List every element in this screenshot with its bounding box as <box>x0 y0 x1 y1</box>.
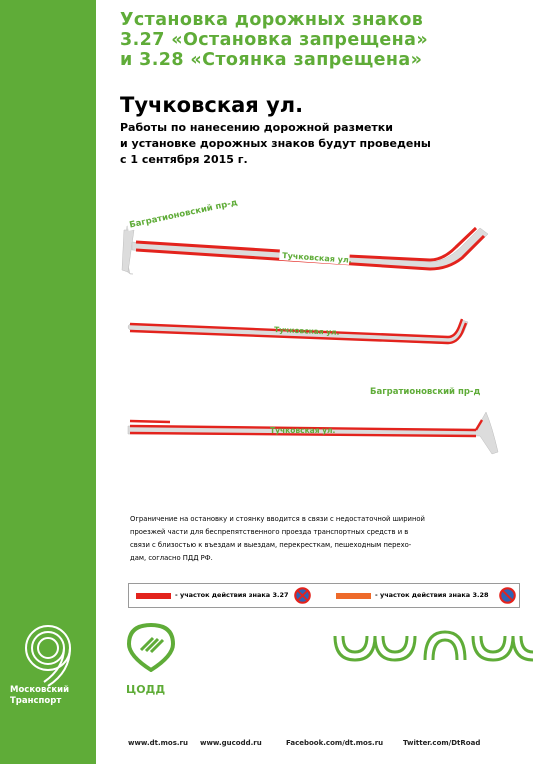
brand-line1: Московский <box>10 685 70 695</box>
page-title <box>120 10 428 70</box>
road-scheme <box>100 190 540 470</box>
legend-swatch-328 <box>336 593 371 599</box>
map-label-bagration-2: Багратионовский пр-д <box>370 387 481 397</box>
legend-label-328: - участок действия знака 3.28 <box>375 591 489 599</box>
title-line1: Установка дорожных знаков <box>120 10 424 30</box>
legend <box>128 583 520 608</box>
no-parking-sign-icon <box>499 587 516 604</box>
footer-link-gucodd[interactable]: www.gucodd.ru <box>200 739 262 747</box>
footer-link-dt[interactable]: www.dt.mos.ru <box>128 739 188 747</box>
moscow-transport-logo-icon <box>18 622 78 688</box>
works-notice <box>120 120 431 168</box>
map-label-street-1: Тучковская ул. <box>281 251 353 265</box>
title-line2: 3.27 «Остановка запрещена» <box>120 30 429 50</box>
codd-label: ЦОДД <box>126 683 166 696</box>
street-name: Тучковская ул. <box>120 93 304 117</box>
legend-swatch-327 <box>136 593 171 599</box>
decorative-wave-pattern-icon <box>333 622 540 672</box>
road-section-2 <box>128 319 468 344</box>
no-stopping-sign-icon <box>294 587 311 604</box>
note-line2: проезжей части для беспрепятственного проезда транспортных средств и в <box>130 528 409 536</box>
note-line3: связи с близостью к въездам и выездам, перекресткам, пешеходным перехо- <box>130 541 412 549</box>
works-line1: Работы по нанесению дорожной разметки <box>120 121 393 134</box>
brand-text <box>10 685 90 707</box>
note-line4: дам, согласно ПДД РФ. <box>130 554 213 562</box>
codd-logo-icon <box>126 622 176 672</box>
restriction-note <box>130 513 510 565</box>
works-line3: с 1 сентября 2015 г. <box>120 153 248 166</box>
map-label-bagration-1: Багратионовский пр-д <box>128 197 239 231</box>
brand-line2: Транспорт <box>10 696 62 706</box>
footer-link-twitter[interactable]: Twitter.com/DtRoad <box>403 739 481 747</box>
road-section-3 <box>128 384 498 454</box>
map-label-street-2: Тучковская ул. <box>273 325 340 337</box>
road-section-1 <box>122 195 488 274</box>
map-label-street-3: Тучковская ул. <box>270 426 336 435</box>
footer-link-facebook[interactable]: Facebook.com/dt.mos.ru <box>286 739 384 747</box>
sidebar <box>0 0 96 764</box>
title-line3: и 3.28 «Стоянка запрещена» <box>120 50 423 70</box>
works-line2: и установке дорожных знаков будут проведены <box>120 137 431 150</box>
legend-label-327: - участок действия знака 3.27 <box>175 591 289 599</box>
note-line1: Ограничение на остановку и стоянку вводится в связи с недостаточной шириной <box>130 515 425 523</box>
